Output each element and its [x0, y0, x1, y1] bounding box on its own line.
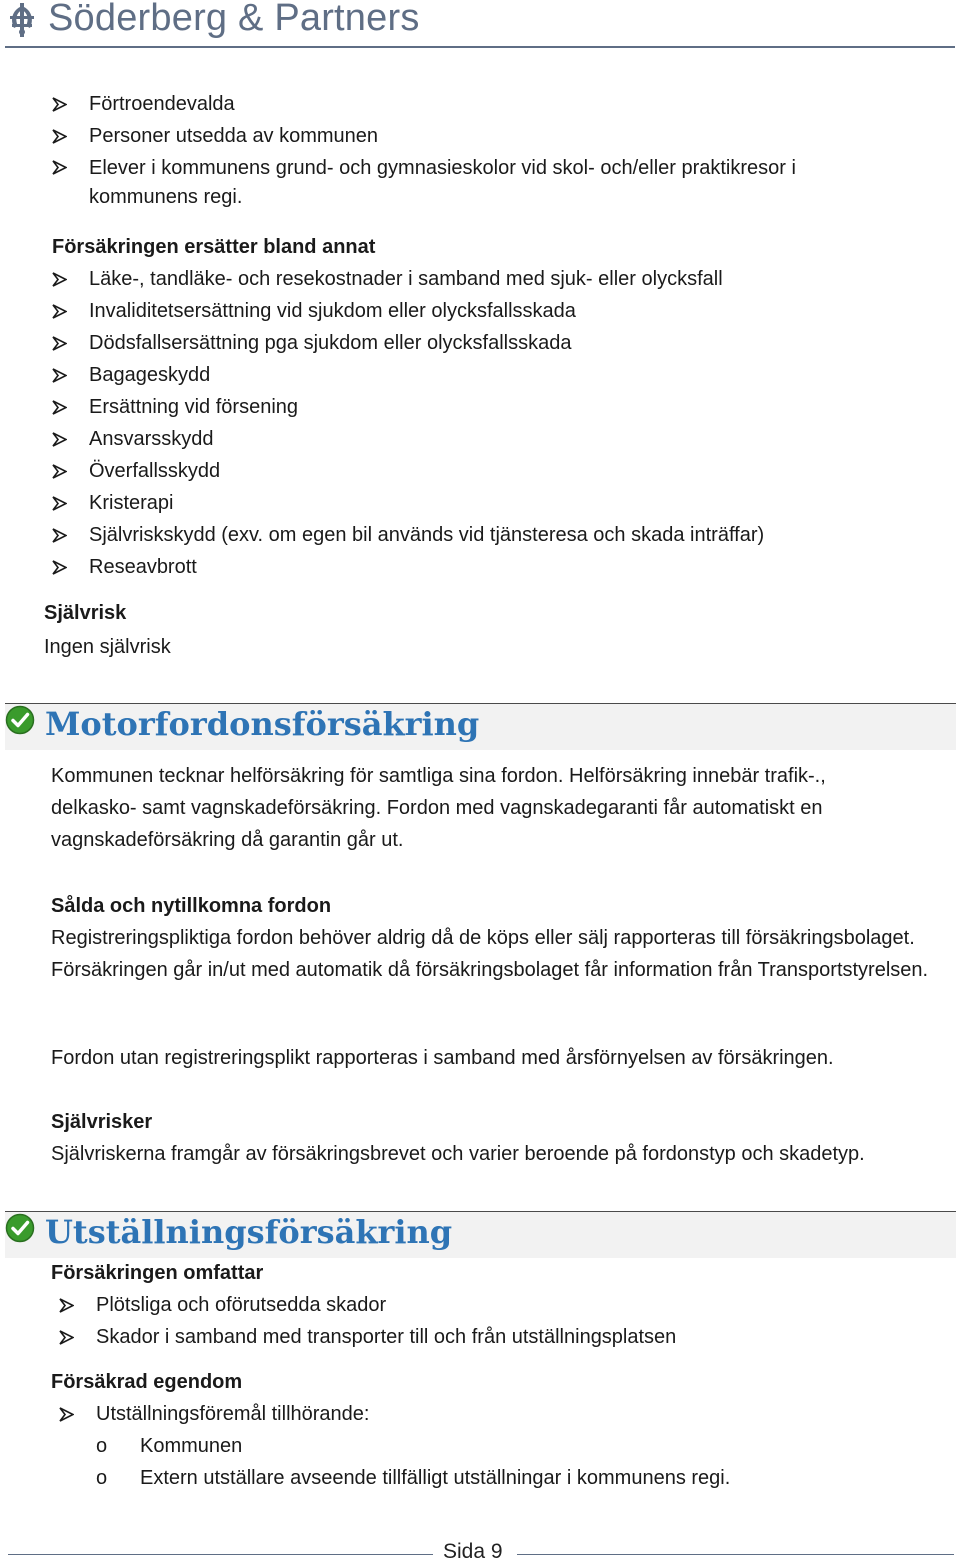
- arrow-bullet-icon: [52, 97, 67, 112]
- arrow-bullet-icon: [52, 528, 67, 543]
- list-item-text: Ersättning vid försening: [89, 396, 299, 418]
- arrow-bullet-icon: [52, 496, 67, 511]
- list-item-text: Elever i kommunens grund- och gymnasieskolor vid skol- och/eller praktikresor i kommunens regi.: [89, 157, 796, 208]
- exhibition-section-title: Utställningsförsäkring: [45, 1213, 453, 1251]
- arrow-bullet-icon: [52, 272, 67, 287]
- property-list: [59, 1398, 919, 1430]
- arrow-bullet-icon: [52, 464, 67, 479]
- header-divider: [5, 46, 955, 48]
- list-item: [52, 263, 912, 295]
- covers-list: [59, 1289, 919, 1353]
- green-checkmark-icon: [5, 705, 35, 735]
- insured-persons-list: [52, 88, 872, 212]
- list-item-text: Förtroendevalda: [89, 93, 235, 115]
- sold-vehicles-heading: Sålda och nytillkomna fordon: [51, 895, 332, 917]
- arrow-bullet-icon: [52, 560, 67, 575]
- list-item: [52, 423, 912, 455]
- property-heading: Försäkrad egendom: [51, 1371, 243, 1393]
- list-item: [59, 1398, 919, 1430]
- arrow-bullet-icon: [59, 1407, 74, 1422]
- circle-bullet: o: [96, 1467, 108, 1489]
- arrow-bullet-icon: [52, 129, 67, 144]
- list-item: [52, 487, 912, 519]
- deductible-text: Ingen självrisk: [44, 636, 171, 658]
- circle-bullet: o: [96, 1435, 108, 1457]
- coverage-heading: Försäkringen ersätter bland annat: [52, 236, 376, 258]
- footer-rule-left: [8, 1554, 433, 1555]
- motor-intro-text: Kommunen tecknar helförsäkring för samtliga sina fordon. Helförsäkring innebär trafik-., delkasko- samt vagnskadeförsäkring. Fordon med vagnskadegaranti får automatiskt en vagnskadeförsäkring då garantin går ut.: [51, 765, 826, 851]
- sublist-item-text: Extern utställare avseende tillfälligt utställningar i kommunens regi.: [140, 1467, 731, 1489]
- motor-deductibles-heading: Självrisker: [51, 1111, 153, 1133]
- brand-name: Söderberg & Partners: [48, 0, 420, 39]
- arrow-bullet-icon: [52, 400, 67, 415]
- list-item-text: Överfallsskydd: [89, 460, 221, 482]
- green-checkmark-icon: [5, 1213, 35, 1243]
- list-item: [52, 295, 912, 327]
- page-number: Sida 9: [443, 1540, 503, 1563]
- list-item: [52, 120, 872, 152]
- list-item: [52, 551, 912, 583]
- unregistered-vehicles-text: Fordon utan registreringsplikt rapporteras i samband med årsförnyelsen av försäkringen.: [51, 1047, 834, 1069]
- motor-deductibles-text: Självriskerna framgår av försäkringsbrevet och varier beroende på fordonstyp och skadetyp.: [51, 1143, 865, 1165]
- arrow-bullet-icon: [52, 160, 67, 175]
- arrow-bullet-icon: [59, 1330, 74, 1345]
- footer-rule-right: [517, 1554, 954, 1555]
- arrow-bullet-icon: [59, 1298, 74, 1313]
- list-item-text: Utställningsföremål tillhörande:: [96, 1403, 370, 1425]
- ornament-logo-icon: [6, 2, 38, 38]
- list-item: [59, 1321, 919, 1353]
- list-item-text: Invaliditetsersättning vid sjukdom eller olycksfallsskada: [89, 300, 576, 322]
- list-item: [59, 1289, 919, 1321]
- list-item-text: Läke-, tandläke- och resekostnader i samband med sjuk- eller olycksfall: [89, 268, 723, 290]
- sublist-item: [96, 1462, 956, 1494]
- covers-heading: Försäkringen omfattar: [51, 1262, 264, 1284]
- list-item: [52, 88, 872, 120]
- sublist-item-text: Kommunen: [140, 1435, 243, 1457]
- sold-vehicles-text: Registreringspliktiga fordon behöver aldrig då de köps eller sälj rapporteras till försäkringsbolaget. Försäkringen går in/ut med automatik då försäkringsbolaget får information från Transportstyrelsen.: [51, 927, 929, 981]
- list-item-text: Dödsfallsersättning pga sjukdom eller olycksfallsskada: [89, 332, 572, 354]
- list-item: [52, 455, 912, 487]
- list-item-text: Reseavbrott: [89, 556, 197, 578]
- list-item-text: Personer utsedda av kommunen: [89, 125, 379, 147]
- sublist-item: [96, 1430, 956, 1462]
- list-item: [52, 519, 912, 551]
- list-item: [52, 327, 912, 359]
- list-item-text: Kristerapi: [89, 492, 174, 514]
- arrow-bullet-icon: [52, 432, 67, 447]
- list-item-text: Plötsliga och oförutsedda skador: [96, 1294, 387, 1316]
- arrow-bullet-icon: [52, 336, 67, 351]
- list-item: [52, 359, 912, 391]
- list-item: [52, 152, 872, 212]
- list-item-text: Självriskskydd (exv. om egen bil används vid tjänsteresa och skada inträffar): [89, 524, 765, 546]
- motor-section-title: Motorfordonsförsäkring: [45, 705, 480, 743]
- list-item-text: Skador i samband med transporter till och från utställningsplatsen: [96, 1326, 677, 1348]
- arrow-bullet-icon: [52, 304, 67, 319]
- list-item-text: Ansvarsskydd: [89, 428, 214, 450]
- property-sublist: [96, 1430, 956, 1494]
- list-item: [52, 391, 912, 423]
- coverage-list: [52, 263, 912, 583]
- list-item-text: Bagageskydd: [89, 364, 211, 386]
- deductible-heading: Självrisk: [44, 602, 127, 624]
- page-header: [0, 0, 960, 50]
- arrow-bullet-icon: [52, 368, 67, 383]
